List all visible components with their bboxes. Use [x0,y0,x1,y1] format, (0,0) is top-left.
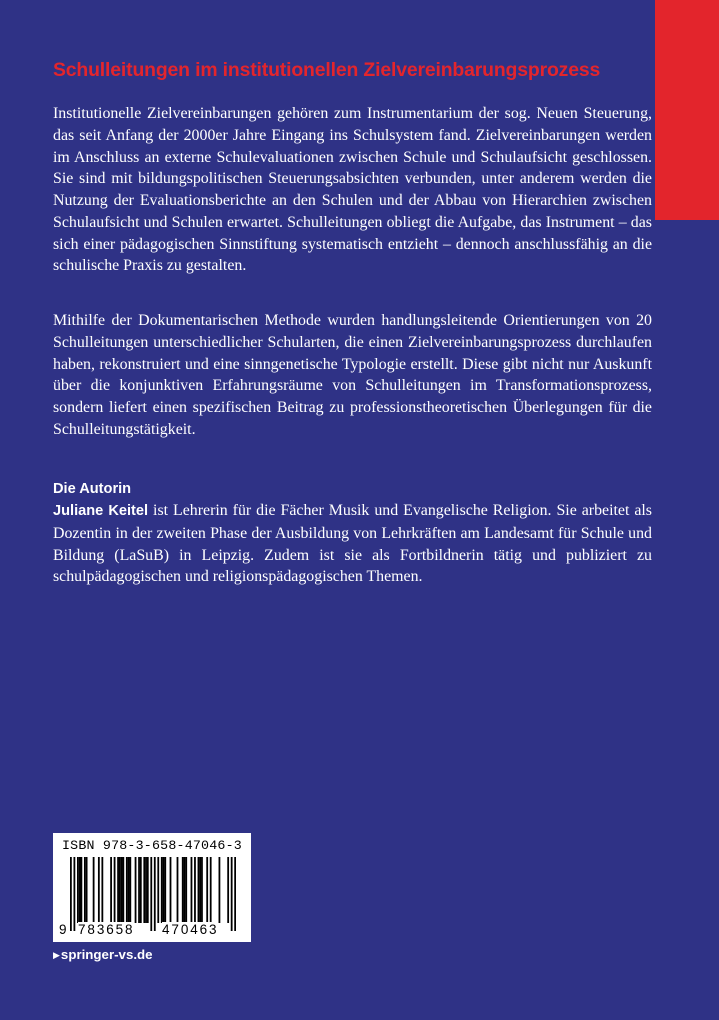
barcode-bar [157,857,159,923]
barcode-bar [150,857,152,931]
barcode-bar [110,857,112,923]
isbn-barcode [53,833,251,942]
barcode-bar [185,857,187,923]
author-bio-text: ist Lehrerin für die Fächer Musik und Evangelische Religion. Sie arbeitet als Dozentin in der zweiten Phase der Ausbildung von Lehrkräften am Landesamt für Schule und Bildung (LaSuB) in Leipzig. Zudem ist sie als Fortbildnerin tätig und publiziert zu schulpädagogischen und religionspädagogischen Themen. [53,502,652,586]
barcode-bar [164,857,166,923]
barcode-bar [163,857,165,923]
barcode-bar [231,857,233,931]
barcode-bar [70,857,72,931]
barcode-bar [219,857,221,923]
barcode-bar [119,857,121,923]
barcode-bar [206,857,208,923]
barcode-bar [154,857,156,931]
barcode-bar [77,857,79,923]
barcode-bar [86,857,88,923]
barcode-bar [114,857,116,923]
publisher-url-text: springer-vs.de [60,947,153,962]
barcode-bar [98,857,100,923]
barcode-bar [201,857,203,923]
ean-right-digits: 470463 [162,922,219,937]
barcode-bar [227,857,229,923]
barcode-bar [198,857,200,923]
barcode-bar [117,857,119,923]
barcode-bar [129,857,131,923]
red-accent-bar [655,0,719,220]
barcode-bar [84,857,86,923]
barcode-bar [161,857,163,923]
triangle-right-icon: ▶ [53,950,60,960]
barcode-bar [128,857,130,923]
barcode-bar [145,857,147,923]
description-paragraph-1: Institutionelle Zielvereinbarungen gehören zum Instrumentarium der sog. Neuen Steuerung, das seit Anfang der 2000er Jahre Eingang ins Schulsystem fand. Zielvereinbarungen werden im Anschluss an externe Schulevaluationen zwischen Schule und Schulaufsicht geschlossen. Sie sind mit bildungspolitischen Steuerungsabsichten verbunden, unter anderem werden die Nutzung der Evaluationsberichte an den Schulen und der Abbau von Hierarchien zwischen Schulaufsicht und Schulen erwartet. Schulleitungen obliegt die Aufgabe, das Instrument – das sich einer pädagogischen Sinnstiftung systematisch entzieht – dennoch anschlussfähig an die schulische Praxis zu gestalten. [53,105,652,275]
ean-first-digit: 9 [59,922,67,937]
barcode-bar [191,857,193,923]
barcode-bar [126,857,128,923]
barcode-bar [147,857,149,923]
barcode-bar [73,857,75,931]
author-name: Juliane Keitel [53,503,149,519]
barcode-bar [101,857,103,923]
barcode-bar [170,857,172,923]
book-title: Schulleitungen im institutionellen Zielvereinbarungsprozess [53,59,601,81]
author-heading: Die Autorin [53,481,132,497]
barcode-bar [199,857,201,923]
barcode-bar [210,857,212,923]
description-paragraph-2: Mithilfe der Dokumentarischen Methode wurden handlungsleitende Orientierungen von 20 Schulleitungen unterschiedlicher Schularten, die einen Zielvereinbarungsprozess durchlaufen haben, rekonstruiert und eine sinngenetische Typologie erstellt. Diese gibt nicht nur Auskunft über die konjunktiven Erfahrungsräume von Schulleitungen im Transformationsprozess, sondern liefert einen spezifischen Beitrag zu professionstheoretischen Überlegungen für die Schulleitungstätigkeit. [53,312,652,438]
barcode-bar [234,857,236,931]
barcode-bar [177,857,179,923]
barcode-bars [70,857,236,931]
ean-left-digits: 783658 [78,922,135,937]
barcode-bar [184,857,186,923]
barcode-bar [93,857,95,923]
barcode-bar [79,857,81,923]
publisher-url[interactable] [53,946,153,964]
barcode-bar [138,857,140,923]
barcode-bar [143,857,145,923]
barcode-bar [182,857,184,923]
barcode-bar [135,857,137,923]
isbn-label: ISBN 978-3-658-47046-3 [62,838,242,853]
barcode-bar [194,857,196,923]
barcode-bar [121,857,123,923]
barcode-bar [122,857,124,923]
author-bio [53,500,652,588]
barcode-bar [80,857,82,923]
barcode-bar [140,857,142,923]
